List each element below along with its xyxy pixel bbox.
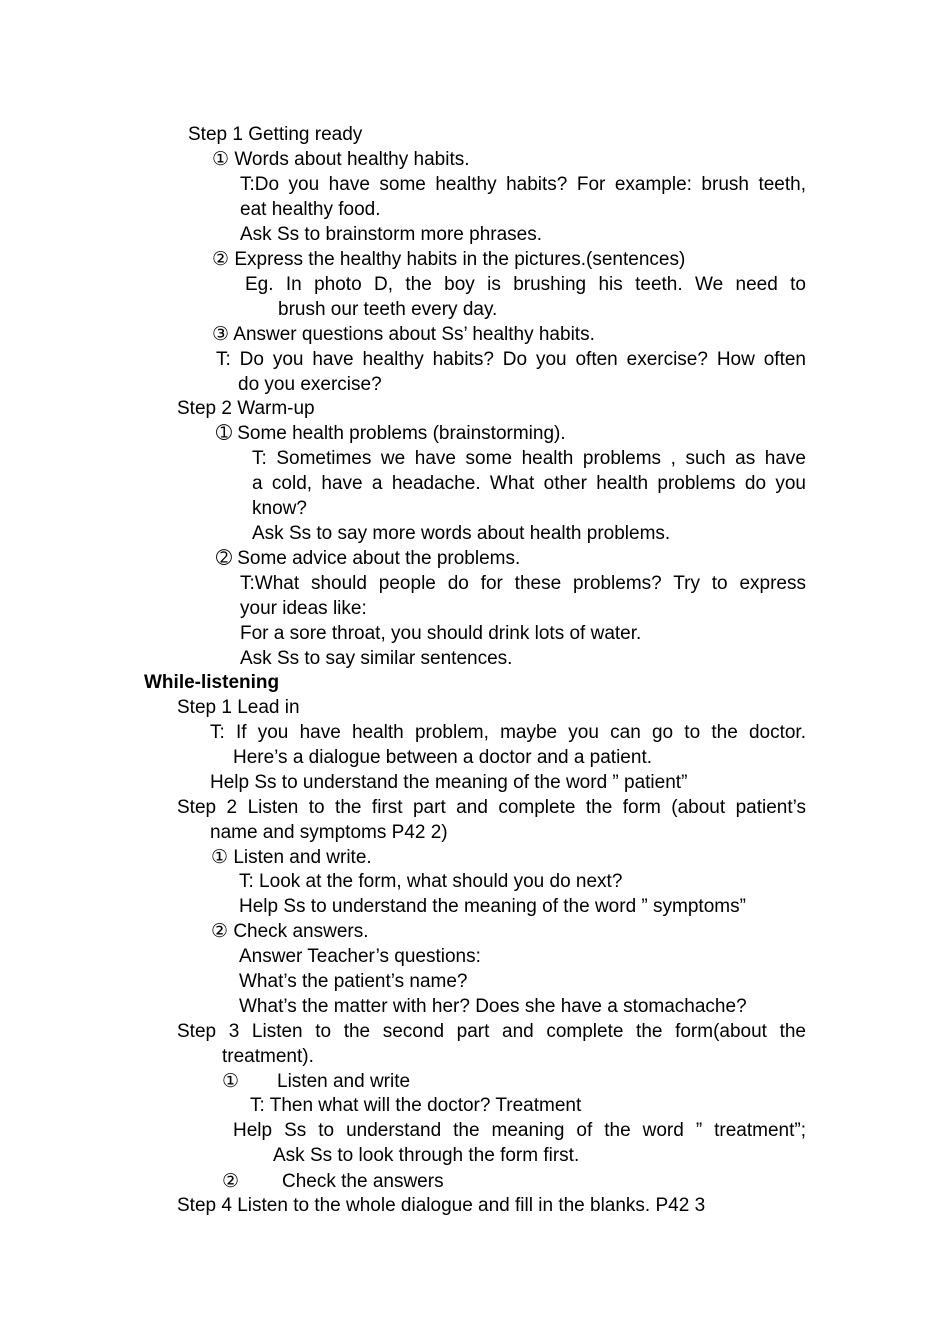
numbered-item — [211, 846, 372, 870]
body-line: T: Do you have healthy habits? Do you often exercise? How often — [216, 349, 806, 370]
item-text: Listen and write — [277, 1071, 411, 1092]
body-line: name and symptoms P42 2) — [210, 822, 448, 843]
body-line: What’s the patient’s name? — [239, 971, 468, 992]
body-line: Help Ss to understand the meaning of the word ” symptoms” — [239, 896, 746, 917]
body-line: brush our teeth every day. — [278, 299, 498, 320]
numbered-item — [211, 920, 369, 944]
body-line: Here’s a dialogue between a doctor and a patient. — [233, 747, 653, 768]
numbered-item — [212, 323, 595, 347]
circled-number: ① — [211, 847, 229, 868]
item-text: Some health problems (brainstorming). — [237, 423, 566, 444]
step-heading: Step 1 Getting ready — [188, 124, 363, 145]
body-line: your ideas like: — [240, 598, 367, 619]
step-heading: Step 4 Listen to the whole dialogue and fill in the blanks. P42 3 — [177, 1195, 706, 1216]
circled-number: ③ — [212, 324, 230, 345]
circled-number: ① — [212, 149, 230, 170]
body-line: Answer Teacher’s questions: — [239, 946, 481, 967]
item-text: Check the answers — [282, 1171, 444, 1192]
body-line: Ask Ss to say more words about health problems. — [252, 523, 671, 544]
body-line: Ask Ss to brainstorm more phrases. — [240, 224, 542, 245]
body-line: Help Ss to understand the meaning of the word ” patient” — [210, 772, 688, 793]
numbered-item — [212, 248, 685, 272]
body-line: know? — [252, 498, 307, 519]
item-text: Listen and write. — [233, 847, 372, 868]
body-line: For a sore throat, you should drink lots of water. — [240, 623, 642, 644]
step-heading: Step 3 Listen to the second part and complete the form(about the — [177, 1021, 806, 1042]
body-line: T: If you have health problem, maybe you can go to the doctor. — [210, 722, 806, 743]
body-line: T:Do you have some healthy habits? For example: brush teeth, — [240, 174, 806, 195]
numbered-item — [216, 422, 566, 446]
body-line: Eg. In photo D, the boy is brushing his teeth. We need to — [245, 274, 806, 295]
body-line: eat healthy food. — [240, 199, 381, 220]
body-line: a cold, have a headache. What other health problems do you — [252, 473, 806, 494]
numbered-item — [222, 1170, 444, 1194]
numbered-item — [222, 1070, 410, 1094]
item-text: Some advice about the problems. — [237, 548, 521, 569]
step-heading: Step 2 Listen to the first part and complete the form (about patient’s — [177, 797, 806, 818]
circled-number: ➀ — [216, 423, 232, 444]
item-text: Express the healthy habits in the pictures.(sentences) — [234, 249, 686, 270]
body-line: T: Then what will the doctor? Treatment — [250, 1095, 582, 1116]
body-line: Ask Ss to look through the form first. — [273, 1145, 580, 1166]
circled-number: ② — [211, 921, 229, 942]
section-heading: While-listening — [144, 672, 280, 693]
numbered-item — [216, 547, 520, 571]
circled-number: ② — [222, 1171, 240, 1192]
item-text: Words about healthy habits. — [234, 149, 470, 170]
numbered-item — [212, 148, 470, 172]
body-line: treatment). — [222, 1046, 314, 1067]
circled-number: ② — [212, 249, 230, 270]
item-text: Check answers. — [233, 921, 369, 942]
body-line: Ask Ss to say similar sentences. — [240, 648, 513, 669]
body-line: do you exercise? — [238, 374, 382, 395]
body-line: What’s the matter with her? Does she have a stomachache? — [239, 996, 747, 1017]
circled-number: ➁ — [216, 548, 232, 569]
body-line: Help Ss to understand the meaning of the word ” treatment”; — [233, 1120, 806, 1141]
body-line: T:What should people do for these problems? Try to express — [240, 573, 806, 594]
body-line: T: Sometimes we have some health problems , such as have — [252, 448, 806, 469]
circled-number: ① — [222, 1071, 240, 1092]
item-text: Answer questions about Ss’ healthy habits. — [233, 324, 595, 345]
step-heading: Step 1 Lead in — [177, 697, 300, 718]
body-line: T: Look at the form, what should you do next? — [239, 871, 623, 892]
step-heading: Step 2 Warm-up — [177, 398, 315, 419]
